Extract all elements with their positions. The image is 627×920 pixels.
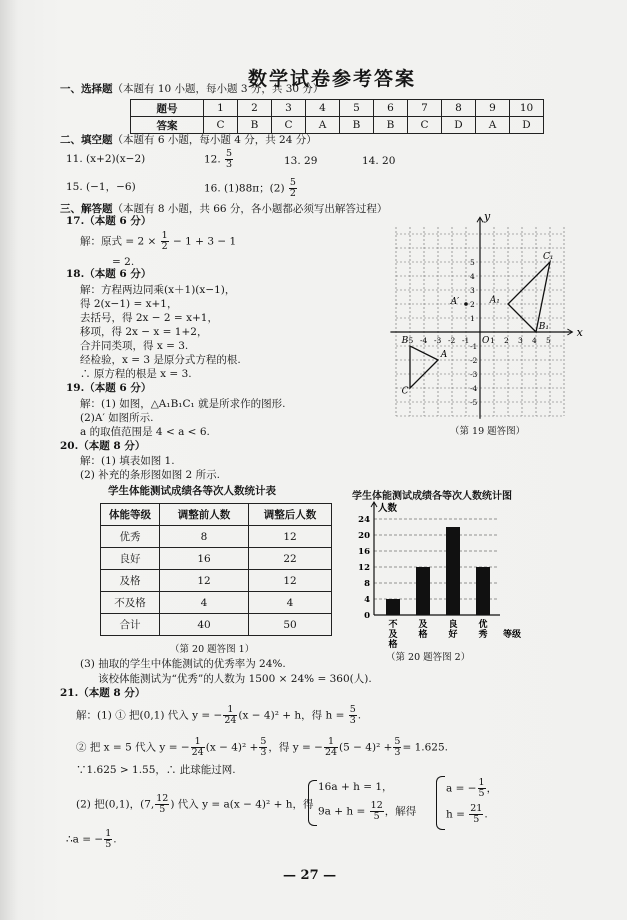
q21-part-2: ② 把 x = 5 代入 y = − $\frac{1}{24}$ (x − 4)² + $\frac{5}{3}$ ，得 y = − $\frac{1}{24}$ (5 − 4)² + $\frac{5}{3}$ = 1.625.: [76, 736, 449, 758]
fitness-stats-table: [100, 503, 332, 636]
q18-line: 解：方程两边同乘(x＋1)(x−1)，: [80, 284, 236, 296]
q18-line: 得 2(x−1) = x+1，: [80, 298, 178, 310]
figure-20-1-caption: （第 20 题答图 1）: [170, 644, 255, 655]
q18-line: 经检验，x = 3 是原分式方程的根.: [80, 354, 241, 366]
figure-20-2-caption: （第 20 题答图 2）: [386, 652, 471, 663]
y-axis-label: 人数: [378, 503, 398, 514]
x-axis-label: x: [576, 326, 583, 339]
q17-line-1: 解：原式 = 2 × $\frac{1}{2}$ − 1 + 3 − 1: [80, 230, 237, 252]
q20-line: 解：(1) 填表如图 1.: [80, 455, 175, 467]
point-label: A′: [450, 297, 460, 307]
bar: [416, 567, 430, 615]
q20-line: (2) 补充的条形图如图 2 所示.: [80, 469, 220, 481]
x-tick-label: 2: [504, 336, 509, 345]
q18-heading: 18.（本题 6 分）: [66, 268, 152, 280]
point-a-prime: [464, 302, 468, 306]
y-tick-label: 1: [470, 314, 475, 323]
answer-cell: B: [238, 117, 272, 134]
x-tick-label: 不及格: [388, 620, 398, 650]
chart-title: 学生体能测试成绩各等次人数统计图: [352, 491, 512, 502]
bar: [446, 527, 460, 615]
number-cell: 6: [374, 100, 408, 117]
q21-part-4: (2) 把(0,1)，(7, $\frac{12}{5}$ ) 代入 y = a(x − 4)² + h，得: [76, 793, 314, 815]
q19-line: a 的取值范围是 4 < a < 6.: [80, 426, 210, 438]
grade-cell: 良好: [101, 548, 160, 570]
section-2-heading: 二、填空题（本题有 6 小题，每小题 4 分，共 24 分）: [60, 134, 317, 146]
y-tick-label: 12: [358, 563, 370, 573]
x-tick-label: -3: [434, 336, 442, 345]
y-tick-label: 3: [470, 286, 475, 295]
q18-line: ∴ 原方程的根是 x = 3.: [80, 368, 192, 380]
x-tick-label: -5: [406, 336, 414, 345]
figure-19-caption: （第 19 题答图）: [450, 426, 526, 437]
number-cell: 7: [408, 100, 442, 117]
grade-cell: 及格: [101, 570, 160, 592]
y-tick-label: 24: [358, 515, 370, 525]
number-cell: 1: [204, 100, 238, 117]
number-cell: 3: [272, 100, 306, 117]
grade-cell: 合计: [101, 614, 160, 636]
answer-cell: C: [272, 117, 306, 134]
q17-line-2: = 2.: [112, 256, 135, 268]
answer-row: [131, 117, 544, 134]
coordinate-grid-figure: [390, 210, 590, 422]
before-count-cell: 4: [160, 592, 249, 614]
y-tick-label: -4: [470, 384, 478, 393]
q17-heading: 17.（本题 6 分）: [66, 215, 152, 227]
answer-cell: D: [510, 117, 544, 134]
solution-a: a = − $\frac{1}{5}$ ，: [446, 777, 498, 799]
column-header: 调整前人数: [160, 504, 249, 526]
x-tick-label: 及格: [418, 620, 428, 640]
q21-conclusion: ∴a = − $\frac{1}{5}$ .: [66, 828, 117, 850]
answer-cell: B: [374, 117, 408, 134]
x-tick-label: -2: [448, 336, 456, 345]
q18-line: 移项，得 2x − x = 1+2，: [80, 326, 208, 338]
point-label: C: [401, 386, 409, 397]
y-tick-label: 20: [358, 531, 370, 541]
number-cell: 9: [476, 100, 510, 117]
q21-heading: 21.（本题 8 分）: [60, 687, 146, 699]
point-label: B₁: [538, 322, 550, 333]
bar-chart: [348, 500, 528, 650]
table-header-row: [101, 504, 332, 526]
number-cell: 4: [306, 100, 340, 117]
solution-brace: [436, 776, 445, 830]
x-axis-label: 等级: [503, 630, 522, 640]
grade-cell: 不及格: [101, 592, 160, 614]
q19-line: (2)A′ 如图所示.: [80, 412, 154, 424]
y-axis-label: y: [484, 210, 491, 223]
answer-15: 15. (−1，−6): [66, 181, 136, 193]
before-count-cell: 16: [160, 548, 249, 570]
after-count-cell: 12: [249, 526, 332, 548]
equation-2: 9a + h = $\frac{12}{5}$ ，解得: [318, 800, 417, 822]
y-tick-label: -2: [470, 356, 478, 365]
y-tick-label: -5: [470, 398, 478, 407]
y-tick-label: 5: [470, 258, 475, 267]
x-tick-label: 5: [546, 336, 551, 345]
q18-line: 去括号，得 2x − 2 = x+1，: [80, 312, 218, 324]
choice-answer-table: [130, 99, 544, 134]
grade-cell: 优秀: [101, 526, 160, 548]
point-label: C₁: [543, 252, 554, 263]
table-total-row: [101, 614, 332, 636]
q18-line: 合并同类项，得 x = 3.: [80, 340, 189, 352]
x-tick-label: -1: [462, 336, 470, 345]
solution-h: h = $\frac{21}{5}$ .: [446, 803, 488, 825]
answer-11: 11. (x+2)(x−2): [66, 153, 146, 165]
answer-cell: A: [306, 117, 340, 134]
page-number: — 27 —: [283, 868, 337, 883]
column-header: 体能等级: [101, 504, 160, 526]
y-tick-label: 4: [470, 272, 475, 281]
answer-14: 14. 20: [362, 155, 396, 167]
number-cell: 10: [510, 100, 544, 117]
before-count-cell: 40: [160, 614, 249, 636]
number-cell: 8: [442, 100, 476, 117]
q20-line-4: 该校体能测试为“优秀”的人数为 1500 × 24% = 360(人).: [98, 673, 372, 685]
after-count-cell: 22: [249, 548, 332, 570]
equation-system-brace: [308, 780, 317, 826]
y-tick-label: 0: [364, 611, 370, 621]
row-label: 题号: [131, 100, 204, 117]
after-count-cell: 12: [249, 570, 332, 592]
answer-16: 16. (1)88π；(2) $\frac{5}{2}$: [204, 177, 296, 199]
q19-line: 解：(1) 如图，△A₁B₁C₁ 就是所求作的图形.: [80, 398, 286, 410]
q19-heading: 19.（本题 6 分）: [66, 382, 152, 394]
answer-cell: C: [408, 117, 442, 134]
q20-line-3: (3) 抽取的学生中体能测试的优秀率为 24%.: [80, 658, 286, 670]
page-title: 数学试卷参考答案: [248, 68, 417, 90]
point-label: A: [440, 350, 448, 361]
section-1-heading: 一、选择题（本题有 10 小题，每小题 3 分，共 30 分）: [60, 83, 324, 95]
y-tick-label: 4: [364, 595, 370, 605]
y-tick-label: 8: [364, 579, 370, 589]
x-tick-label: 优秀: [478, 620, 488, 640]
section-3-heading: 三、解答题（本题有 8 小题，共 66 分，各小题都必须写出解答过程）: [60, 203, 388, 215]
bar: [476, 567, 490, 615]
origin-label: O: [482, 336, 490, 346]
column-header: 调整后人数: [249, 504, 332, 526]
q21-part-3: ∵1.625 > 1.55，∴ 此球能过网.: [76, 764, 236, 776]
bar: [386, 599, 400, 615]
answer-cell: D: [442, 117, 476, 134]
answer-cell: A: [476, 117, 510, 134]
x-tick-label: 3: [518, 336, 523, 345]
answer-cell: B: [340, 117, 374, 134]
q20-heading: 20.（本题 8 分）: [60, 440, 146, 452]
answer-12: 12. $\frac{5}{3}$: [204, 148, 233, 170]
table-row: [101, 526, 332, 548]
after-count-cell: 50: [249, 614, 332, 636]
equation-1: 16a + h = 1，: [318, 781, 393, 793]
x-tick-label: -4: [420, 336, 428, 345]
table-title: 学生体能测试成绩各等次人数统计表: [108, 485, 276, 497]
number-row: [131, 100, 544, 117]
x-tick-label: 1: [490, 336, 495, 345]
x-tick-label: 良好: [448, 620, 458, 640]
q21-part-1: 解：(1) ① 把(0,1) 代入 y = − $\frac{1}{24}$ (x − 4)² + h，得 h = $\frac{5}{3}$ .: [76, 704, 362, 726]
answer-cell: C: [204, 117, 238, 134]
table-row: [101, 570, 332, 592]
number-cell: 5: [340, 100, 374, 117]
table-row: [101, 548, 332, 570]
point-label: B: [401, 336, 409, 347]
before-count-cell: 8: [160, 526, 249, 548]
y-tick-label: 2: [470, 300, 475, 309]
after-count-cell: 4: [249, 592, 332, 614]
before-count-cell: 12: [160, 570, 249, 592]
point-label: A₁: [489, 295, 500, 306]
row-label: 答案: [131, 117, 204, 134]
table-row: [101, 592, 332, 614]
y-tick-label: -3: [470, 370, 478, 379]
y-tick-label: -1: [470, 342, 478, 351]
y-tick-label: 16: [358, 547, 370, 557]
answer-13: 13. 29: [284, 155, 318, 167]
number-cell: 2: [238, 100, 272, 117]
x-tick-label: 4: [532, 336, 537, 345]
